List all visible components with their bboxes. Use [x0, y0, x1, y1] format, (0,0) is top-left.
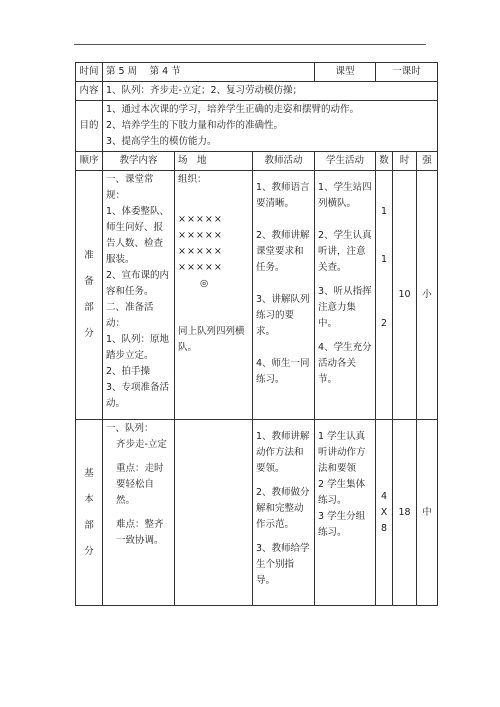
section-char: 准 — [84, 250, 94, 261]
goal-list — [103, 101, 438, 152]
col-teacher: 教师活动 — [253, 152, 315, 171]
col-student: 学生活动 — [315, 152, 376, 171]
col-count: 数 — [376, 152, 393, 171]
basic-content — [103, 420, 175, 606]
header-rule — [74, 44, 426, 45]
prep-content-line: 二、准备活动： — [106, 302, 154, 329]
teacher-item: 3、讲解队列练习的要求。 — [256, 294, 310, 337]
type-label: 课型 — [315, 63, 376, 82]
formation-row: ××××× — [178, 262, 223, 273]
section-char: 部 — [84, 302, 94, 313]
basic-time: 18 — [393, 420, 417, 606]
goal-item: 1、通过本次课的学习，培养学生正确的走姿和摆臂的动作。 — [106, 104, 360, 115]
count-value: 4 — [381, 490, 388, 502]
venue-note: 同上队列四列横队。 — [178, 326, 245, 353]
teacher-item: 1、教师讲解动作方法和要领。 — [256, 431, 310, 474]
prep-content-line: 2、宣布课的内容和任务。 — [106, 270, 170, 297]
basic-content-title: 一、队列： — [106, 423, 154, 434]
count-value: 1 — [381, 206, 388, 217]
formation-row: ××××× — [178, 246, 223, 257]
lesson-plan-table — [75, 62, 438, 606]
count-value: X — [380, 506, 388, 518]
section-char: 基 — [84, 467, 94, 479]
prep-teacher — [253, 171, 315, 420]
venue-org-label: 组织： — [178, 174, 207, 185]
col-content: 教学内容 — [103, 152, 175, 171]
col-time: 时 — [393, 152, 417, 171]
content-value: 1、队列：齐步走-立定；2、复习劳动模仿操； — [103, 82, 438, 101]
student-item: 1、学生站四列横队。 — [318, 182, 372, 209]
student-item: 2 学生集体练习。 — [318, 479, 366, 506]
content-label: 内容 — [76, 82, 103, 101]
prep-content-line: 1、体委整队、师生问好、报告人数、检查服装。 — [106, 206, 170, 265]
section-char: 分 — [84, 545, 94, 557]
type-value: 一课时 — [376, 63, 438, 82]
prep-content-line: 2、拍手操 — [106, 366, 151, 377]
teacher-item: 3、教师给学生个别指导。 — [256, 543, 310, 586]
goal-item: 3、提高学生的模仿能力。 — [106, 136, 217, 147]
basic-venue — [175, 420, 253, 606]
time-label: 时间 — [76, 63, 103, 82]
student-item: 3 学生分组练习。 — [318, 511, 366, 538]
goal-item: 2、培养学生的下肢力量和动作的准确性。 — [106, 120, 284, 131]
teacher-item: 1、教师语言要清晰。 — [256, 182, 310, 209]
basic-content-sub: 齐步走-立定 — [116, 439, 167, 450]
section-prep — [76, 171, 103, 420]
prep-time: 10 — [393, 171, 417, 420]
count-value: 2 — [381, 318, 388, 329]
section-char: 本 — [84, 493, 94, 505]
prep-venue — [175, 171, 253, 420]
teacher-item: 2、教师讲解课堂要求和任务。 — [256, 230, 310, 273]
difficulty: 难点：整齐一致协调。 — [116, 519, 164, 546]
student-item: 2、学生认真听讲，注意关查。 — [318, 230, 372, 273]
count-value: 1 — [381, 254, 388, 265]
basic-teacher — [253, 420, 315, 606]
section-char: 备 — [84, 276, 94, 287]
goal-label: 目的 — [76, 101, 103, 152]
student-item: 4、学生充分活动各关节。 — [318, 342, 372, 385]
count-value: 8 — [381, 522, 388, 534]
prep-content-line: 1、队列：原地踏步立定。 — [106, 334, 170, 361]
basic-student — [315, 420, 376, 606]
formation-row: ××××× — [178, 214, 223, 225]
section-char: 部 — [84, 519, 94, 531]
student-item: 1 学生认真听讲动作方法和要领 — [318, 431, 366, 474]
basic-count — [376, 420, 393, 606]
col-intensity: 强 — [417, 152, 438, 171]
teacher-position-icon: ◎ — [200, 278, 209, 289]
prep-intensity: 小 — [417, 171, 438, 420]
time-value: 第 5 周 第 4 节 — [103, 63, 315, 82]
key-point: 重点：走时要轻松自然。 — [116, 463, 164, 506]
teacher-item: 2、教师做分解和完整动作示范。 — [256, 487, 310, 530]
section-char: 分 — [84, 328, 94, 339]
formation-row: ××××× — [178, 230, 223, 241]
prep-content — [103, 171, 175, 420]
student-item: 3、听从指挥注意力集中。 — [318, 286, 372, 329]
col-venue: 场 地 — [175, 152, 253, 171]
basic-intensity: 中 — [417, 420, 438, 606]
prep-content-line: 一、课堂常规： — [106, 174, 154, 201]
prep-student — [315, 171, 376, 420]
teacher-item: 4、师生一同练习。 — [256, 358, 310, 385]
prep-content-line: 3、专项准备活动。 — [106, 382, 170, 409]
section-basic — [76, 420, 103, 606]
col-order: 顺序 — [76, 152, 103, 171]
prep-count — [376, 171, 393, 420]
